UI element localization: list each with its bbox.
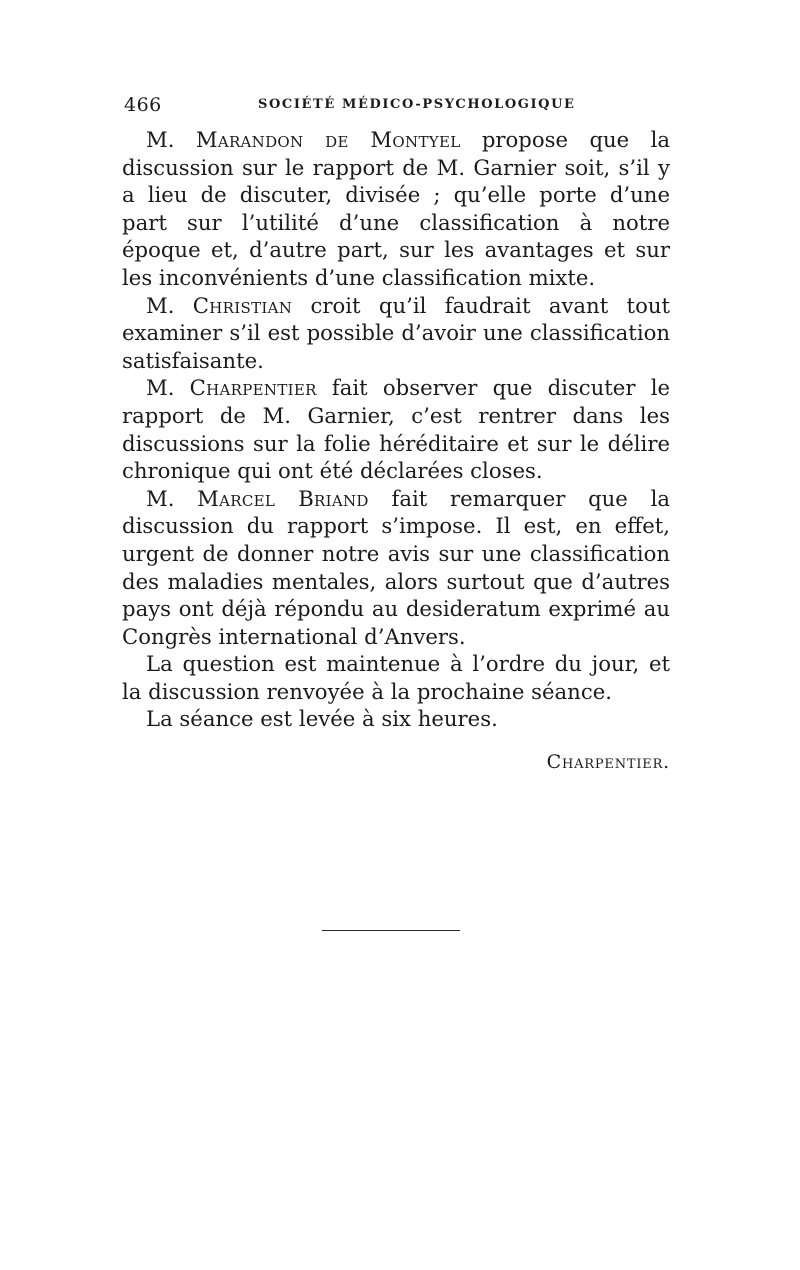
speaker-prefix: M. <box>146 127 196 152</box>
paragraph-charpentier <box>122 374 670 484</box>
paragraph-text: fait remarquer que la discussion du rapport s’impose. Il est, en effet, urgent de donner notre avis sur une classification des maladies mentales, alors surtout que d’autres pays ont déjà répondu au desideratum exprimé au Congrès international d’Anvers. <box>122 485 670 649</box>
paragraph-seance-closed <box>122 705 670 733</box>
paragraph-marandon <box>122 126 670 292</box>
document-page <box>122 94 670 931</box>
speaker-prefix: M. <box>146 375 190 401</box>
running-header <box>122 94 670 120</box>
speaker-prefix: M. <box>146 485 198 511</box>
paragraph-christian <box>122 292 670 375</box>
paragraph-text: La séance est levée à six heures. <box>146 706 498 732</box>
signature: Charpentier. <box>546 751 670 774</box>
speaker-prefix: M. <box>146 292 193 318</box>
speaker-name: Marcel Briand <box>197 485 369 511</box>
page-number: 466 <box>124 94 162 116</box>
end-rule-divider <box>322 930 460 931</box>
paragraph-text: croit qu’il faudrait avant tout examiner s’il est possible d’avoir une classification satisfaisante. <box>122 292 670 373</box>
paragraph-text: La question est maintenue à l’ordre du jour, et la discussion renvoyée à la prochaine séance. <box>122 651 670 704</box>
paragraph-briand <box>122 485 670 651</box>
speaker-name: Christian <box>192 292 293 318</box>
speaker-name: Marandon de Montyel <box>195 127 461 152</box>
body-text <box>122 126 670 733</box>
running-title: SOCIÉTÉ MÉDICO-PSYCHOLOGIQUE <box>258 97 576 112</box>
paragraph-text: propose que la discussion sur le rapport de M. Garnier soit, s’il y a lieu de discuter, divisée ; qu’elle porte d’une part sur l’utilité d’une classification à notre époque et, d’autre part, sur les avantages et sur les inconvénients d’une classification mixte. <box>122 127 670 290</box>
paragraph-question <box>122 650 670 705</box>
speaker-name: Charpentier <box>189 375 317 401</box>
paragraph-text: fait observer que discuter le rapport de M. Garnier, c’est rentrer dans les discussions sur la folie héréditaire et sur le délire chronique qui ont été déclarées closes. <box>122 375 671 484</box>
